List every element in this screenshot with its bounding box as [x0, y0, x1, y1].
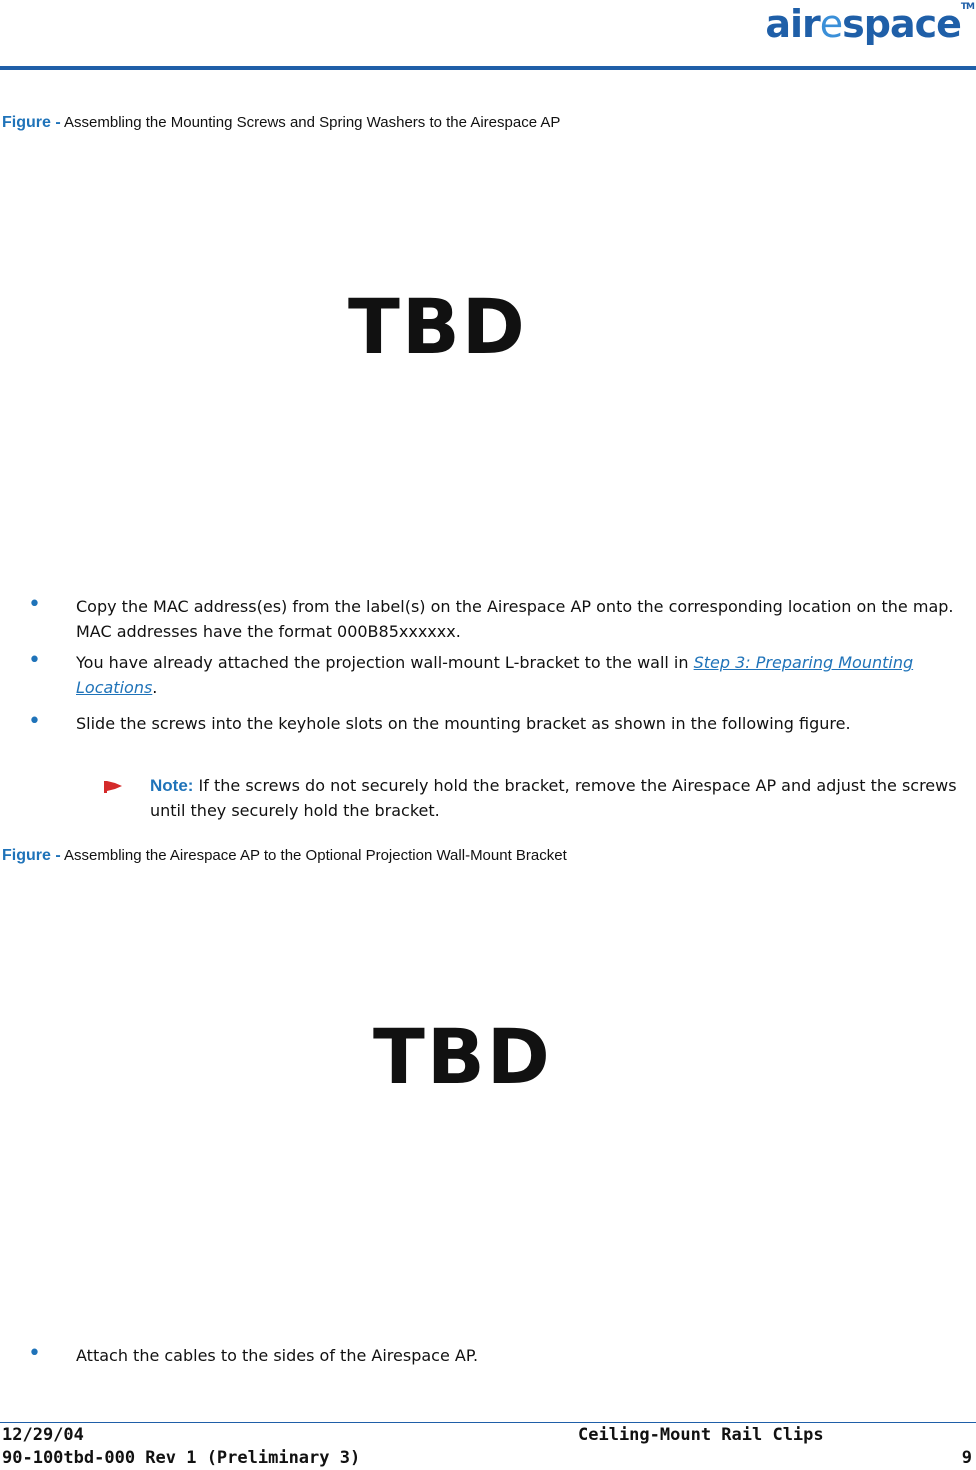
note-text: If the screws do not securely hold the bracket, remove the Airespace AP and adjust the screws until they securely hold the bracket. [150, 776, 957, 820]
list-item: • You have already attached the projection wall-mount L-bracket to the wall in Step 3: Preparing Mounting Locations. [28, 648, 914, 697]
note-label: Note: [150, 776, 194, 795]
step3-link[interactable]: Step 3: Preparing Mounting Locations [76, 653, 914, 697]
figure-placeholder-2: TBD [373, 1012, 552, 1101]
footer-section: Ceiling-Mount Rail Clips [578, 1425, 824, 1445]
figure-label: Figure - [2, 114, 61, 131]
footer-rule [0, 1422, 976, 1423]
bullet-icon: • [28, 648, 41, 673]
figure-caption-1 [2, 114, 560, 132]
figure-caption-2 [2, 847, 567, 865]
list-item: • Slide the screws into the keyhole slots on the mounting bracket as shown in the following figure. [28, 709, 851, 734]
airespace-logo: airespace™ [765, 2, 974, 46]
footer-date: 12/29/04 [2, 1425, 84, 1445]
header-rule [0, 66, 976, 70]
bullet-icon: • [28, 592, 41, 617]
list-item: • Copy the MAC address(es) from the label(s) on the Airespace AP onto the corresponding location on the map. MAC addresses have the format 000B85xxxxxx. [28, 592, 954, 641]
figure-label: Figure - [2, 847, 61, 864]
figure-placeholder-1: TBD [348, 282, 527, 371]
figure-caption-text: Assembling the Airespace AP to the Optional Projection Wall-Mount Bracket [64, 847, 567, 864]
note-block [150, 773, 970, 823]
bullet-icon: • [28, 1341, 41, 1366]
figure-caption-text: Assembling the Mounting Screws and Spring Washers to the Airespace AP [64, 114, 561, 131]
note-flag-icon [104, 781, 122, 793]
bullet-icon: • [28, 709, 41, 734]
page-number: 9 [961, 1448, 972, 1468]
list-item: • Attach the cables to the sides of the Airespace AP. [28, 1341, 479, 1366]
footer-doc-id: 90-100tbd-000 Rev 1 (Preliminary 3) [2, 1448, 361, 1468]
